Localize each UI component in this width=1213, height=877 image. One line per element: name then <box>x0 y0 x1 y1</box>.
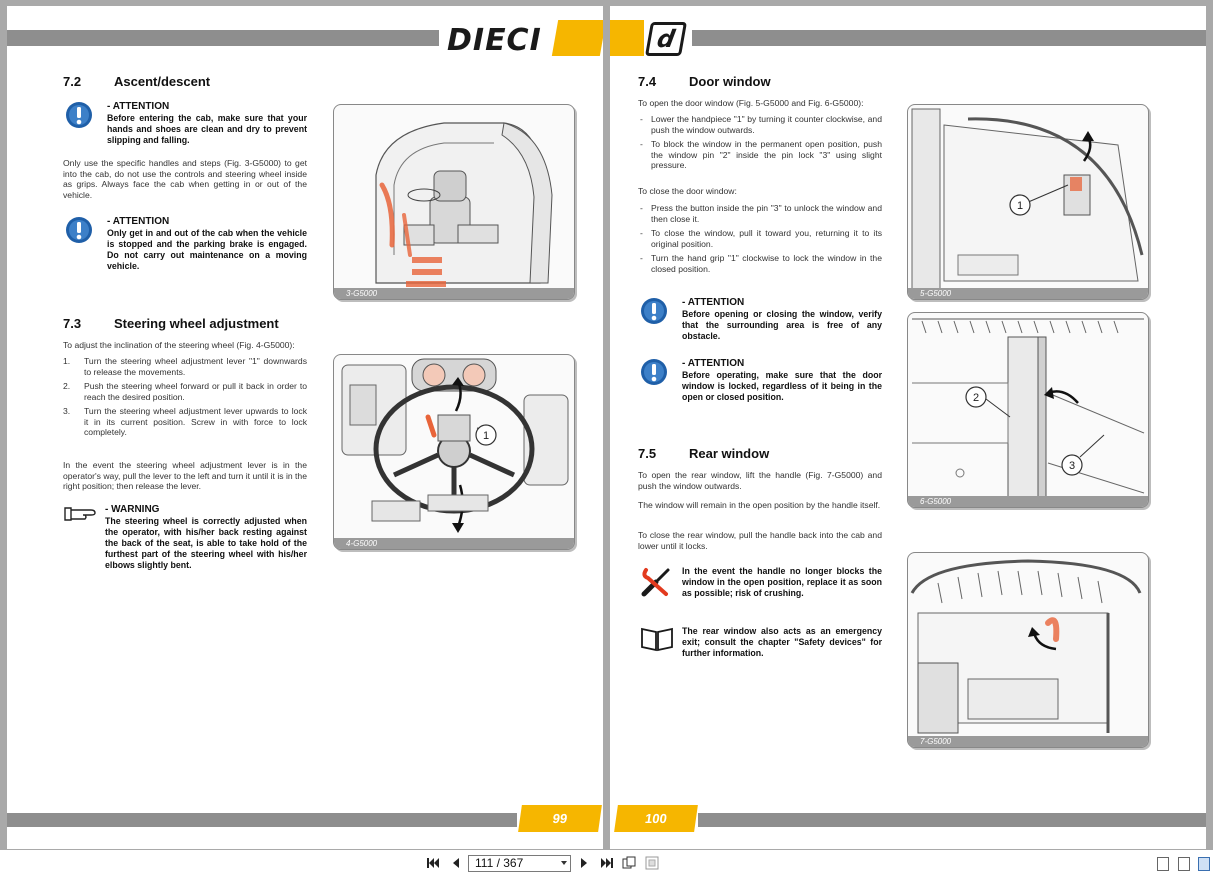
page-number: 100 <box>614 805 698 832</box>
list-text: Turn the steering wheel adjustment lever upwards to lock it in its current position. Screw in with force to lock completely. <box>84 406 307 437</box>
attention-text: Before operating, make sure that the door window is locked, regardless of it being in the open or closed position. <box>682 370 882 402</box>
callout-1: 1 <box>482 430 490 442</box>
list-item <box>63 381 307 402</box>
list-text: Lower the handpiece "1" by turning it counter clockwise, and push the window outwards. <box>651 114 882 135</box>
list-text: Turn the hand grip "1" clockwise to lock the window in the closed position. <box>651 253 882 274</box>
list-marker: - <box>640 228 643 238</box>
list-item <box>638 253 882 274</box>
paragraph: The window will remain in the open position by the handle itself. <box>638 500 881 510</box>
page-100 <box>610 6 1206 849</box>
header-accent <box>552 20 603 56</box>
paragraph: To adjust the inclination of the steering wheel (Fig. 4-G5000): <box>63 340 295 350</box>
list-text: Press the button inside the pin "3" to unlock the window and then close it. <box>651 203 882 224</box>
figure-door-window-open <box>907 104 1149 300</box>
list-text: Turn the steering wheel adjustment lever "1" downwards to release the movements. <box>84 356 307 377</box>
list-item <box>638 114 882 135</box>
figure-rear-window <box>907 552 1149 748</box>
list-text: Push the steering wheel forward or pull it back in order to reach the desired position. <box>84 381 307 402</box>
footer-band <box>698 813 1206 827</box>
list-marker: - <box>640 139 643 149</box>
warning-notice <box>63 504 307 584</box>
section-number: 7.2 <box>63 74 82 89</box>
first-page-button[interactable] <box>426 856 440 872</box>
section-title: Door window <box>689 74 771 89</box>
open-book-icon <box>640 626 674 652</box>
door-window-illustration <box>908 105 1149 300</box>
figure-caption: 6-G5000 <box>908 496 1149 507</box>
paragraph: To close the rear window, pull the handle back into the cab and lower until it locks. <box>638 530 882 551</box>
warning-text: The steering wheel is correctly adjusted when the operator, with his/her back resting against the back of the seat, is able to take hold of the furthest part of the steering wheel with his/her elbows slightly bent. <box>105 516 307 570</box>
paragraph: To close the door window: <box>638 186 737 196</box>
first-page-icon <box>426 856 440 870</box>
close-steps-list <box>638 203 882 278</box>
manual-note <box>640 626 882 670</box>
door-pin-illustration <box>908 313 1149 508</box>
figure-steering-wheel <box>333 354 575 550</box>
attention-title: - ATTENTION <box>682 358 745 369</box>
callout-1: 1 <box>1016 200 1024 212</box>
attention-notice <box>640 297 882 349</box>
header-band <box>692 30 1206 46</box>
next-page-icon <box>578 856 590 870</box>
page-indicator: 111 / 367 <box>475 856 524 870</box>
page-number-select[interactable] <box>468 855 571 872</box>
attention-icon <box>65 216 93 244</box>
attention-text: Before entering the cab, make sure that your hands and shoes are clean and dry to prevent slipping and falling. <box>107 113 307 145</box>
figure-caption: 5-G5000 <box>908 288 1149 299</box>
section-title: Steering wheel adjustment <box>114 316 279 331</box>
fit-page-icon <box>645 856 659 870</box>
figure-cab-entry <box>333 104 575 300</box>
note-text: The rear window also acts as an emergency exit; consult the chapter "Safety devices" for further information. <box>682 626 882 658</box>
section-number: 7.4 <box>638 74 657 89</box>
list-text: To block the window in the permanent open position, push the window pin "2" inside the pin lock "3" using slight pressure. <box>651 139 882 170</box>
callout-3: 3 <box>1068 460 1076 472</box>
section-heading-7-3 <box>63 316 279 331</box>
rear-window-illustration <box>908 553 1149 748</box>
note-text: In the event the handle no longer blocks the window in the open position, replace it as soon as possible; risk of crushing. <box>682 566 882 598</box>
brand-logo: DIECI <box>447 23 542 58</box>
attention-icon <box>640 358 668 386</box>
maintenance-note <box>640 566 882 610</box>
attention-icon <box>640 297 668 325</box>
paragraph: Only use the specific handles and steps (Fig. 3-G5000) to get into the cab, do not use the controls and steering wheel inside as grips. Always face the cab when getting in or out of the vehicle. <box>63 158 307 200</box>
open-steps-list <box>638 114 882 175</box>
section-heading-7-5 <box>638 446 769 461</box>
warning-title: - WARNING <box>105 504 160 515</box>
callout-2: 2 <box>972 392 980 404</box>
single-page-view-button[interactable] <box>1157 857 1169 871</box>
paragraph: In the event the steering wheel adjustment lever is in the operator's way, pull the lever to the left and turn it until it is in the right position; then release the lever. <box>63 460 307 491</box>
list-item <box>63 356 307 377</box>
page-99 <box>7 6 603 849</box>
chevron-down-icon <box>561 861 567 865</box>
page-number: 99 <box>518 805 602 832</box>
section-title: Ascent/descent <box>114 74 211 89</box>
figure-caption: 3-G5000 <box>334 288 575 299</box>
list-item <box>638 228 882 249</box>
figure-caption: 7-G5000 <box>908 736 1149 747</box>
list-item <box>63 406 307 438</box>
steering-wheel-illustration <box>334 355 575 550</box>
list-marker: 1. <box>63 356 71 366</box>
list-marker: - <box>640 114 643 124</box>
paragraph: To open the rear window, lift the handle (Fig. 7-G5000) and push the window outwards. <box>638 470 882 491</box>
attention-icon <box>65 101 93 129</box>
list-text: To close the window, pull it toward you, returning it to its original position. <box>651 228 882 249</box>
copy-page-button[interactable] <box>622 856 636 872</box>
section-title: Rear window <box>689 446 770 461</box>
attention-text: Before opening or closing the window, verify that the surrounding area is free of any obstacle. <box>682 309 882 341</box>
attention-title: - ATTENTION <box>682 297 745 308</box>
header-band <box>7 30 439 46</box>
tools-icon <box>640 566 672 598</box>
section-heading-7-2 <box>63 74 210 89</box>
section-number: 7.3 <box>63 316 82 331</box>
pointing-hand-icon <box>63 504 99 524</box>
attention-text: Only get in and out of the cab when the vehicle is stopped and the parking brake is engaged. Do not carry out maintenance on a moving vehicle. <box>107 228 307 271</box>
last-page-icon <box>600 856 614 870</box>
list-marker: - <box>640 203 643 213</box>
list-marker: 2. <box>63 381 71 391</box>
two-page-view-button[interactable] <box>1198 857 1210 871</box>
previous-page-icon <box>450 856 462 870</box>
steps-list <box>63 356 307 442</box>
attention-notice <box>65 101 307 157</box>
paragraph: To open the door window (Fig. 5-G5000 and Fig. 6-G5000): <box>638 98 864 108</box>
attention-title: - ATTENTION <box>107 216 170 227</box>
cab-illustration <box>334 105 575 300</box>
figure-door-window-pin <box>907 312 1149 508</box>
attention-notice <box>640 358 882 410</box>
previous-page-button[interactable] <box>450 856 462 872</box>
list-item <box>638 139 882 171</box>
attention-notice <box>65 216 307 282</box>
next-page-button[interactable] <box>578 856 590 872</box>
continuous-view-button[interactable] <box>1178 857 1190 871</box>
fit-page-button[interactable] <box>645 856 659 872</box>
list-marker: - <box>640 253 643 263</box>
list-marker: 3. <box>63 406 71 416</box>
footer-band <box>7 813 517 827</box>
last-page-button[interactable] <box>600 856 614 872</box>
header-accent <box>610 20 644 56</box>
dieci-d-logo: d <box>645 22 687 56</box>
list-item <box>638 203 882 224</box>
figure-caption: 4-G5000 <box>334 538 575 549</box>
section-heading-7-4 <box>638 74 771 89</box>
attention-title: - ATTENTION <box>107 101 170 112</box>
section-number: 7.5 <box>638 446 657 461</box>
copy-page-icon <box>622 856 636 870</box>
